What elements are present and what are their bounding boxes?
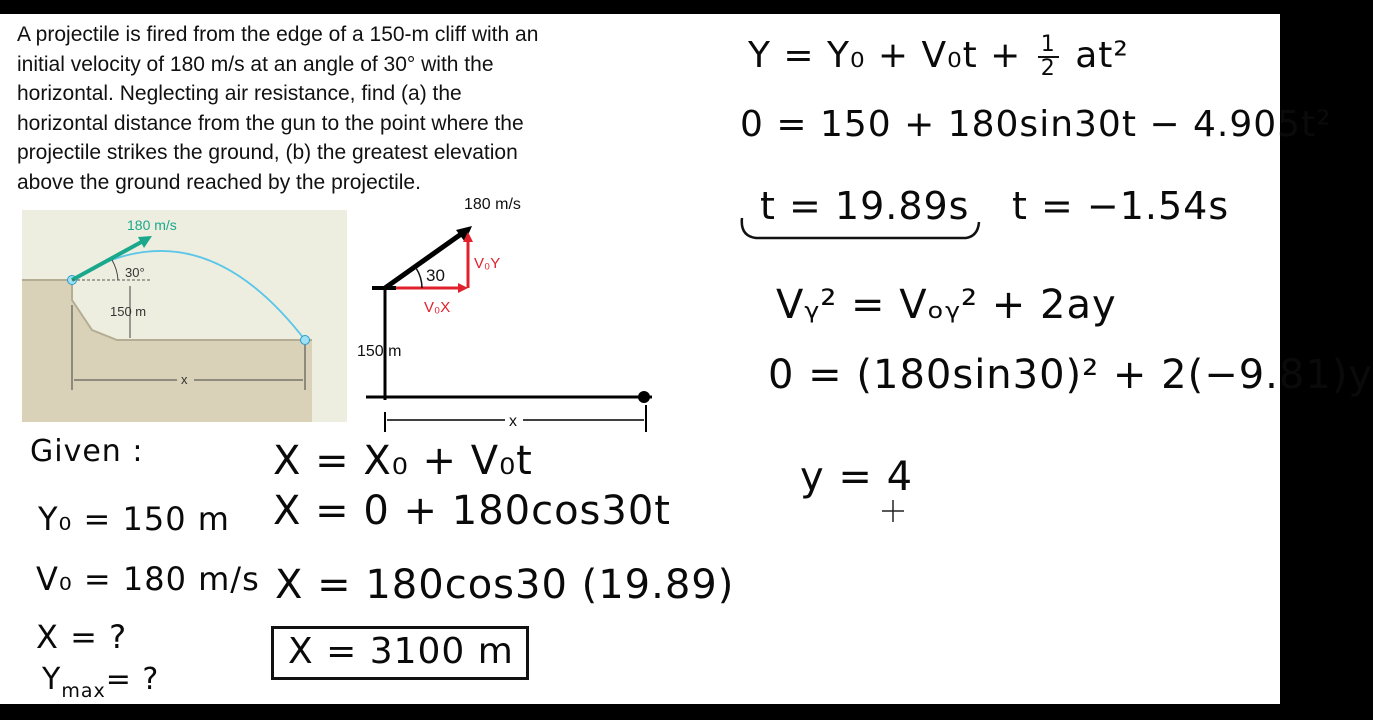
given-ymax-symbol: Y (42, 662, 62, 697)
vertical-eq2: 0 = 150 + 180sin30t − 4.905t² (740, 104, 1332, 145)
whiteboard (0, 14, 1373, 704)
textbook-figure (22, 210, 347, 422)
horizontal-eq3: X = 180cos30 (19.89) (275, 562, 735, 608)
maxheight-eq3: y = 4 (800, 454, 914, 500)
vertical-eq1-fraction (1038, 34, 1059, 80)
crosshair-cursor-icon (878, 496, 908, 526)
impact-point (301, 336, 310, 345)
vertical-eq1-lhs: Y = Y₀ + V₀t + (748, 35, 1022, 76)
sk-velocity-label: 180 m/s (464, 196, 521, 213)
maxheight-eq1: Vᵧ² = Vₒᵧ² + 2ay (776, 282, 1117, 328)
problem-statement: A projectile is fired from the edge of a 150-m cliff with an initial velocity of 180 m/s at an angle of 30° with the horizontal. Neglecting air resistance, find (a) the horizontal distance from the gun to the point where the projectile strikes the ground, (b) the greatest elevation above the ground reached by the projectile. (17, 23, 539, 194)
tb-distance-label: x (181, 372, 188, 387)
given-x: X = ? (36, 618, 128, 656)
sk-angle-label: 30 (426, 266, 445, 285)
time-solution-1: t = 19.89s (760, 184, 970, 228)
sk-height-label: 150 m (357, 343, 402, 360)
vox-label: V₀X (424, 299, 451, 316)
time-solution-2: t = −1.54s (1012, 184, 1230, 228)
sk-impact-point (638, 391, 650, 403)
given-y0: Y₀ = 150 m (38, 500, 230, 538)
textbook-figure-drawing (22, 210, 347, 422)
answer-box (271, 626, 529, 680)
sk-angle-arc (416, 268, 422, 288)
given-v0: V₀ = 180 m/s (36, 560, 260, 598)
horizontal-eq2: X = 0 + 180cos30t (273, 488, 671, 534)
tb-velocity-label: 180 m/s (127, 217, 177, 233)
cliff-ground (22, 280, 312, 422)
trajectory-curve (72, 251, 305, 340)
horizontal-answer: X = 3100 m (288, 631, 514, 672)
sk-velocity-arrow (385, 232, 464, 288)
sk-distance-label: x (509, 413, 517, 430)
time-underline-bracket (736, 212, 986, 242)
tb-angle-label: 30° (125, 265, 145, 280)
bracket-stroke (742, 218, 979, 238)
tb-height-label: 150 m (110, 304, 147, 319)
sketch-figure (352, 190, 662, 430)
vertical-eq1 (748, 34, 1129, 80)
given-title: Given : (30, 434, 144, 469)
vertical-eq1-numerator: 1 (1038, 34, 1059, 58)
given-ymax-equals: = ? (105, 662, 160, 697)
vertical-eq1-denominator: 2 (1040, 56, 1056, 81)
vertical-eq1-rhs: at² (1075, 35, 1129, 76)
given-ymax (42, 662, 160, 702)
maxheight-eq2: 0 = (180sin30)² + 2(−9.81)y (768, 352, 1373, 398)
angle-arc (112, 260, 118, 280)
voy-label: V₀Y (474, 255, 501, 272)
horizontal-eq1: X = X₀ + V₀t (273, 438, 533, 484)
given-ymax-subscript: max (61, 680, 106, 702)
